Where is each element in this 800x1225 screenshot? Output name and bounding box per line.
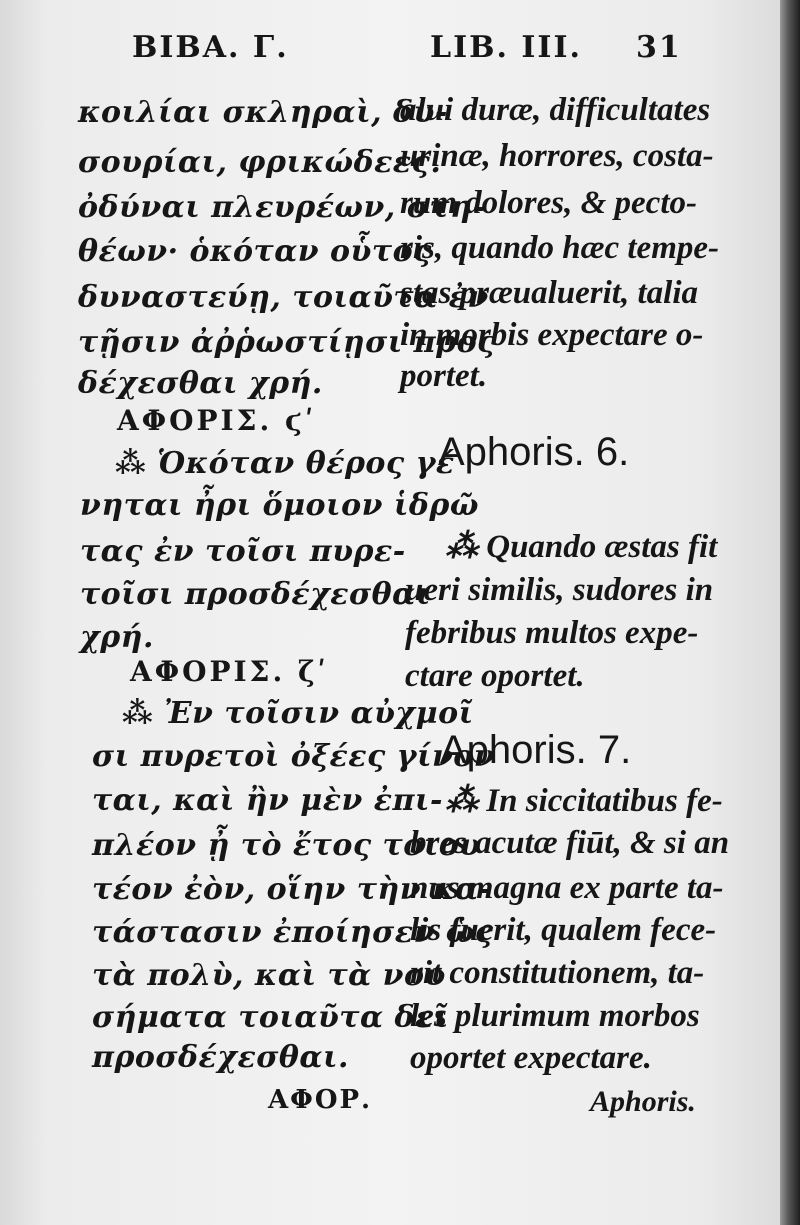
greek-line: σι πυρετοὶ ὀξέες γίνον	[92, 739, 496, 774]
greek-line: προσδέχεσθαι.	[92, 1040, 349, 1075]
greek-line: ται, καὶ ἢν μὲν ἐπι-	[92, 783, 443, 818]
greek-line: τὰ πολὺ, καὶ τὰ νου	[92, 958, 446, 993]
page-edge-shadow	[780, 0, 800, 1225]
latin-line: stas præualuerit, talia	[400, 275, 698, 311]
greek-line: χρή.	[80, 620, 154, 655]
latin-aphorism-heading-6: Aphoris. 6.	[438, 430, 630, 474]
latin-aphorism-heading-7: Aphoris. 7.	[440, 728, 632, 772]
running-head-greek: BIBA. Γ.	[132, 30, 289, 65]
greek-line: δυναστεύῃ, τοιαῦτα ἐν	[78, 280, 489, 315]
latin-line: rit constitutionem, ta-	[410, 955, 705, 991]
greek-line: ⁂ Ὁκόταν θέρος γέ	[115, 446, 455, 481]
greek-aphorism-heading-6: ΑΦΟΡΙΣ. ϛʹ	[117, 404, 317, 437]
greek-line: τάστασιν ἐποίησεν ὡς	[92, 915, 494, 950]
latin-line: lis fuerit, qualem fece-	[410, 912, 717, 948]
latin-line: ⁂ Quando æstas fit	[445, 529, 718, 565]
latin-catchword: Aphoris.	[590, 1085, 696, 1118]
greek-aphorism-heading-7: ΑΦΟΡΙΣ. ζʹ	[130, 655, 329, 688]
latin-line: ctare oportet.	[405, 658, 585, 694]
greek-catchword: ΑΦΟΡ.	[268, 1085, 373, 1115]
greek-line: νηται ἦρι ὅμοιον ἱδρῶ	[80, 488, 479, 523]
latin-line: febribus multos expe-	[405, 615, 699, 651]
folio-number: 31	[636, 30, 682, 65]
greek-line: τῇσιν ἀῤῥωστίῃσι προς	[78, 325, 496, 360]
latin-line: urinæ, horrores, costa-	[400, 138, 714, 174]
greek-line: ὀδύναι πλευρέων, στη-	[78, 190, 486, 225]
latin-line: oportet expectare.	[410, 1040, 652, 1076]
latin-line: in morbis expectare o-	[400, 317, 704, 353]
greek-line: κοιλίαι σκληραὶ, δυ-	[78, 95, 448, 130]
running-head-latin: LIB. III.	[430, 30, 582, 65]
greek-line: τέον ἐὸν, οἵην τὴν κα-	[92, 872, 492, 907]
latin-line: bres acutæ fiūt, & si an	[410, 825, 730, 861]
greek-line: σήματα τοιαῦτα δεῖ	[92, 1000, 449, 1035]
greek-line: δέχεσθαι χρή.	[78, 366, 323, 401]
greek-line: τοῖσι προσδέχεσθαι	[80, 577, 431, 612]
greek-line: θέων· ὁκόταν οὗτος	[78, 234, 432, 269]
greek-line: τας ἐν τοῖσι πυρε-	[80, 534, 406, 569]
latin-line: alui duræ, difficultates	[400, 92, 711, 128]
greek-line: ⁂ Ἐν τοῖσιν αὐχμοῖ	[122, 696, 474, 731]
greek-line: σουρίαι, φρικώδεες.	[78, 145, 442, 180]
latin-line: ueri similis, sudores in	[405, 572, 714, 608]
latin-line: ⁂ In siccitatibus fe-	[445, 783, 723, 819]
latin-line: ris, quando hæc tempe-	[400, 230, 720, 266]
greek-line: πλέον ᾖ τὸ ἔτος τοιου	[92, 828, 481, 863]
latin-line: rum dolores, & pecto-	[400, 185, 697, 221]
latin-line: les plurimum morbos	[410, 998, 700, 1034]
latin-line: nus magna ex parte ta-	[410, 870, 724, 906]
latin-line: portet.	[400, 358, 488, 394]
